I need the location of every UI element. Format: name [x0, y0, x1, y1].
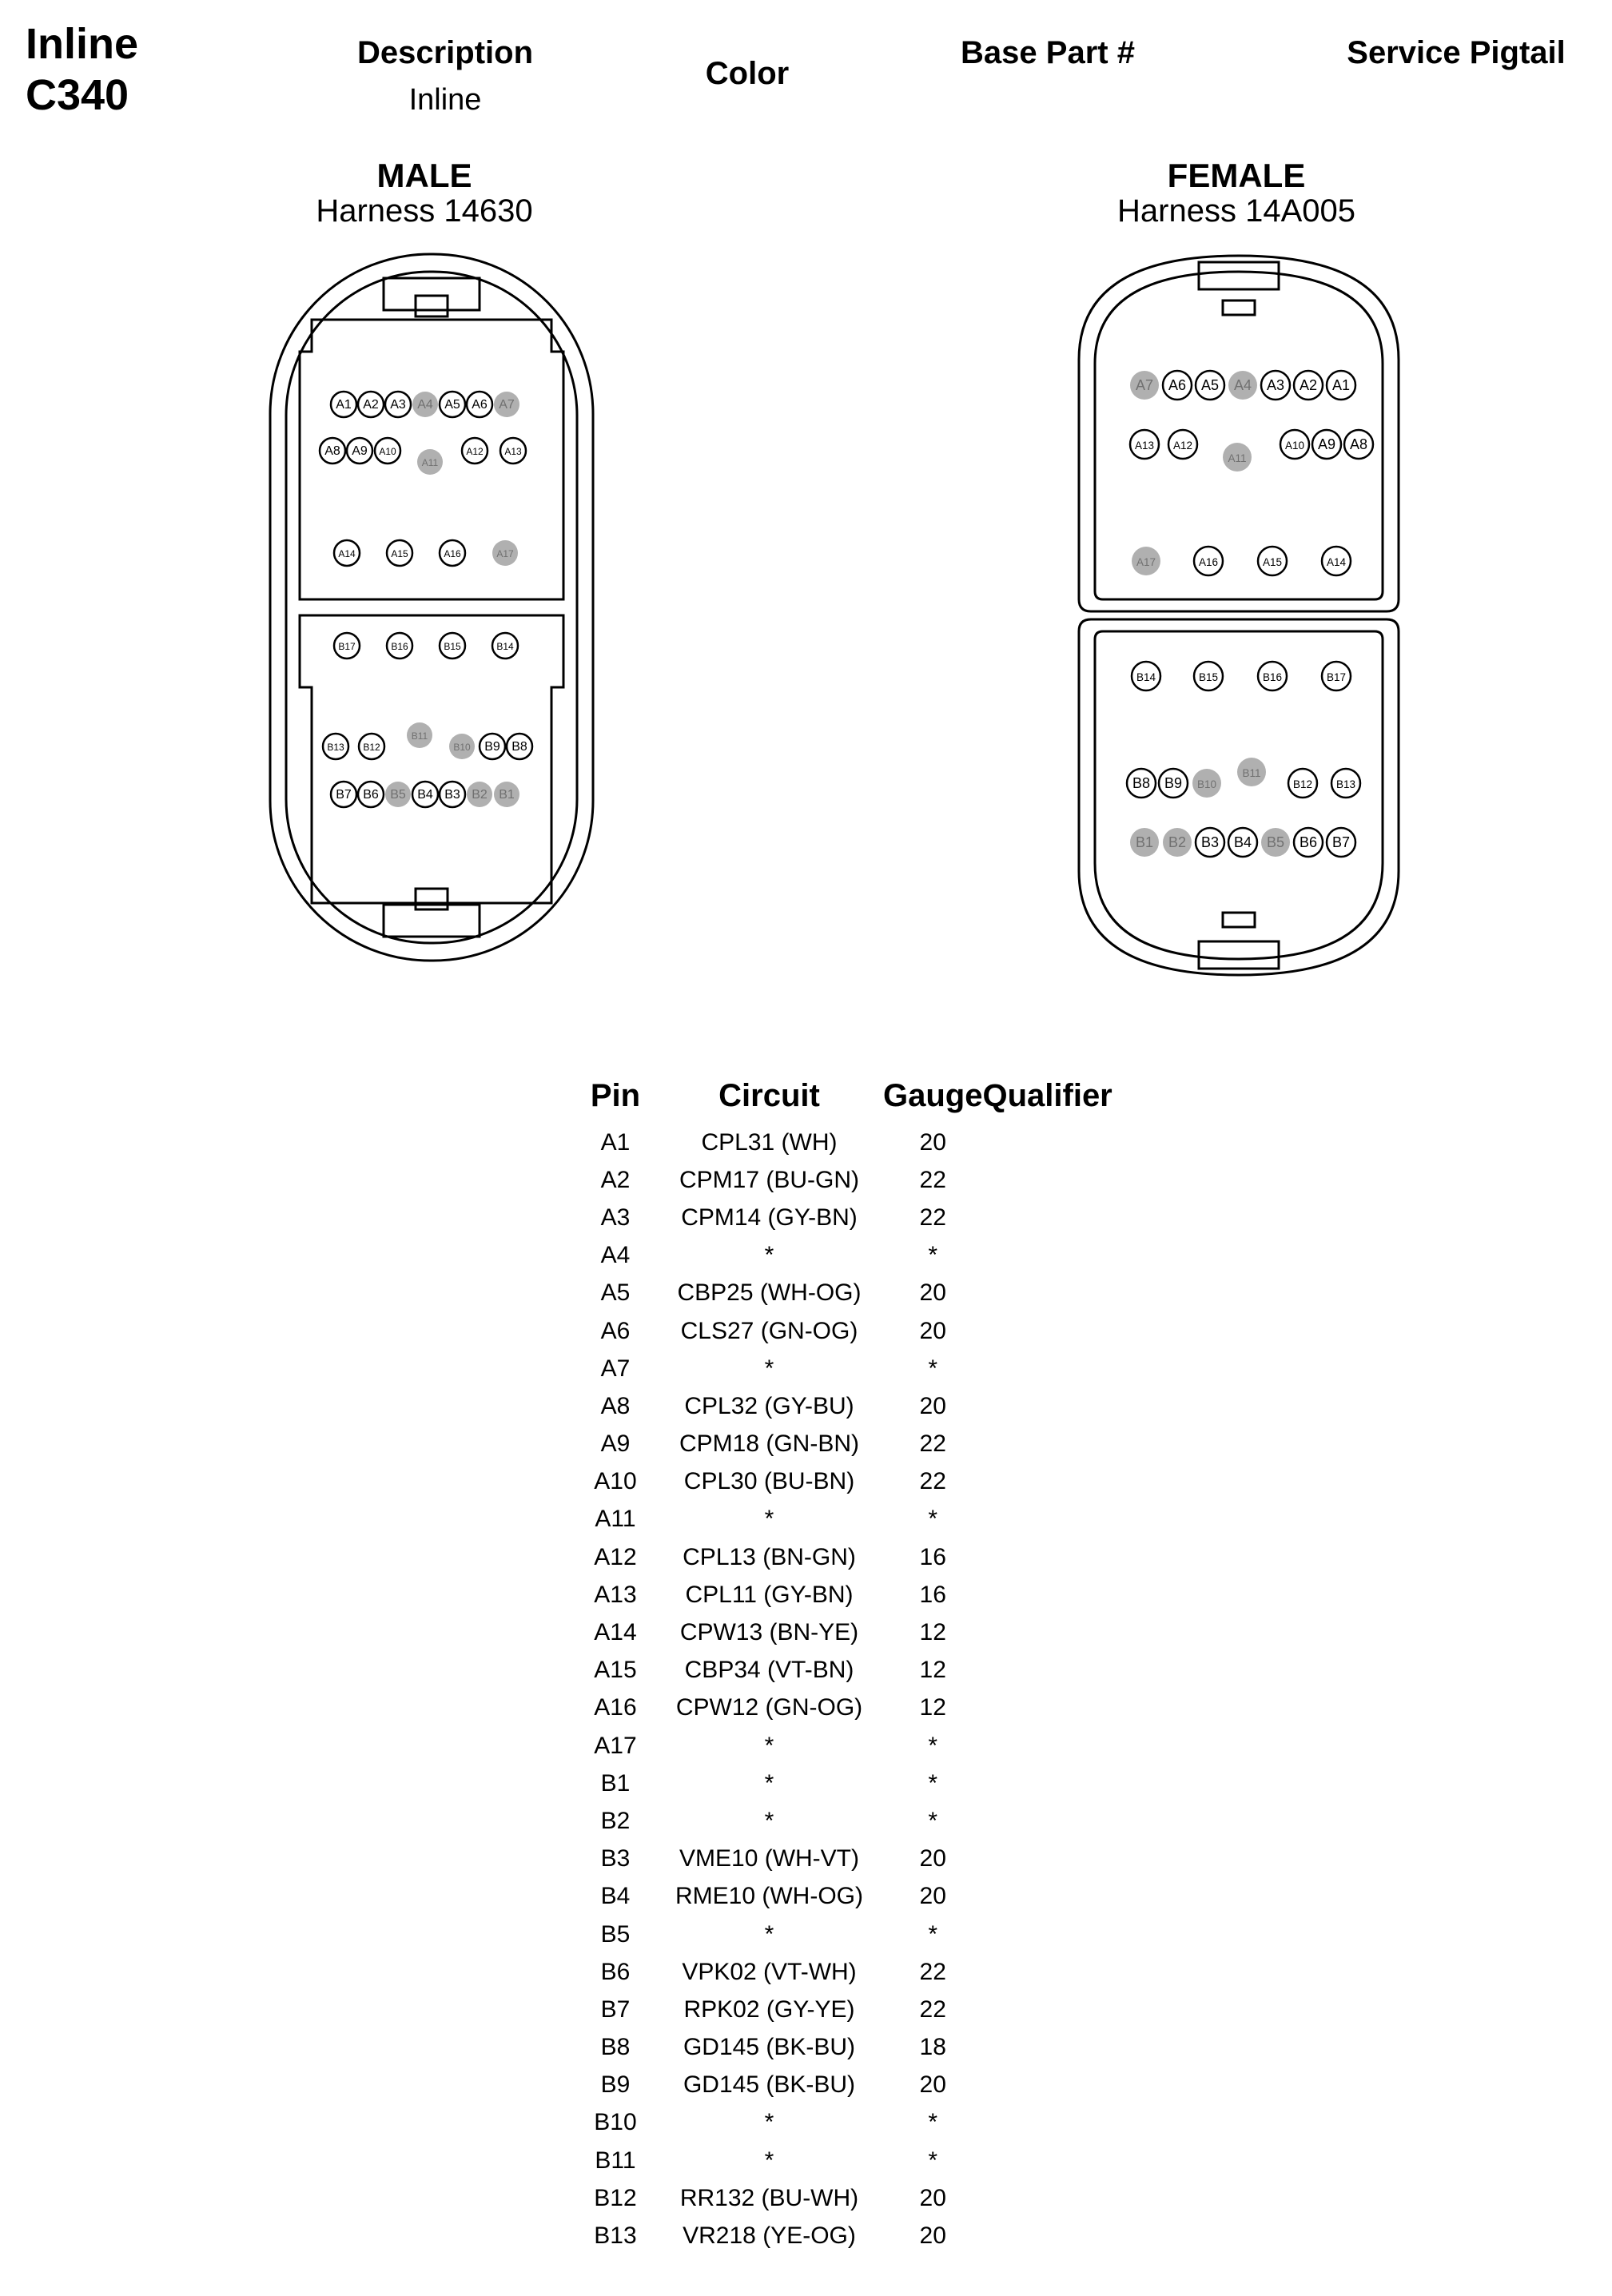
pin-cavity-label: A3 [1266, 376, 1285, 393]
qualifier-cell [982, 1426, 1112, 1463]
table-row [575, 1614, 1112, 1651]
pin-cavity-label: A9 [352, 444, 368, 459]
table-row [575, 1387, 1112, 1425]
pin-cavity-label: A10 [379, 446, 396, 458]
circuit-cell: * [764, 1920, 774, 1948]
gauge-cell: * [928, 1355, 938, 1382]
table-row [575, 1689, 1112, 1727]
pin-cavity-label: B15 [1198, 670, 1219, 683]
circuit-cell: * [764, 1807, 774, 1834]
pin-cavity-label: B16 [1262, 670, 1283, 683]
pin-cavity-label: A14 [338, 548, 356, 560]
table-row [575, 1652, 1112, 1689]
pin-cell: A1 [600, 1128, 631, 1156]
qualifier-cell [982, 1614, 1112, 1651]
circuit-cell: CLS27 (GN-OG) [680, 1317, 858, 1344]
pin-cavity-label: B10 [1196, 778, 1217, 790]
pin-cell: B10 [594, 2109, 637, 2136]
qualifier-cell [982, 2142, 1112, 2179]
pin-cavity-label: B7 [1331, 834, 1351, 850]
pin-cell: A2 [600, 1166, 631, 1193]
pin-cavity-label: B17 [338, 641, 356, 653]
pin-cell: A12 [594, 1543, 637, 1570]
pin-cell: A10 [594, 1468, 637, 1495]
table-row [575, 1991, 1112, 2028]
pin-cavity-label: B11 [1242, 766, 1261, 779]
circuit-cell: VME10 (WH-VT) [679, 1845, 859, 1872]
circuit-cell: * [764, 1355, 774, 1382]
pin-cavity-label: A3 [390, 398, 406, 412]
pin-cell: B6 [600, 1958, 631, 1985]
gauge-cell: 20 [919, 1128, 946, 1156]
table-row [575, 1538, 1112, 1576]
qualifier-cell [982, 1765, 1112, 1802]
table-row [575, 2104, 1112, 2142]
female-latch-tab-bottom [1223, 913, 1255, 927]
qualifier-cell [982, 2029, 1112, 2067]
gauge-cell: 22 [919, 1996, 946, 2023]
circuit-cell: * [764, 1242, 774, 1269]
circuit-cell: CPL13 (BN-GN) [683, 1543, 856, 1570]
qualifier-cell [982, 2067, 1112, 2104]
circuit-cell: CBP25 (WH-OG) [677, 1279, 862, 1307]
pin-cell: A13 [594, 1581, 637, 1608]
table-row [575, 2067, 1112, 2104]
table-row [575, 1878, 1112, 1916]
service-pigtail-label: Service Pigtail [1347, 35, 1566, 70]
pin-cavity-label: A17 [1136, 555, 1156, 568]
circuit-cell: CPL11 (GY-BN) [685, 1581, 854, 1608]
pin-cell: B3 [600, 1845, 631, 1872]
pin-cavity-label: B9 [484, 740, 500, 754]
circuit-cell: CPW12 (GN-OG) [675, 1694, 863, 1721]
circuit-cell: RPK02 (GY-YE) [683, 1996, 855, 2023]
pin-cavity-label: B3 [1200, 834, 1220, 850]
male-connector-diagram [264, 248, 599, 967]
pin-cavity-label: B8 [1132, 774, 1151, 791]
pin-cavity-label: B15 [444, 641, 461, 653]
table-row [575, 2142, 1112, 2179]
pin-cavity-label: A16 [1198, 555, 1219, 568]
pin-cavity-label: B2 [472, 788, 488, 802]
table-row [575, 1840, 1112, 1878]
pin-cavity-label: B14 [496, 641, 514, 653]
circuit-cell: RR132 (BU-WH) [679, 2184, 859, 2211]
table-row [575, 1953, 1112, 1991]
circuit-cell: GD145 (BK-BU) [683, 2034, 856, 2061]
table-row [575, 1916, 1112, 1953]
gauge-cell: 20 [919, 1279, 946, 1307]
gauge-cell: * [928, 2109, 938, 2136]
qualifier-cell [982, 2217, 1112, 2254]
gauge-cell: 22 [919, 1166, 946, 1193]
pin-cell: A17 [594, 1732, 637, 1759]
qualifier-cell [982, 1991, 1112, 2028]
qualifier-cell [982, 1538, 1112, 1576]
description-value: Inline [408, 83, 482, 117]
qualifier-cell [982, 1501, 1112, 1538]
pin-cavity-label: A5 [1200, 376, 1220, 393]
pin-cavity-label: A13 [1134, 439, 1155, 452]
pin-cavity-label: B11 [411, 730, 428, 742]
circuit-cell: GD145 (BK-BU) [683, 2071, 856, 2099]
table-row [575, 1765, 1112, 1802]
pin-table-header [575, 1072, 1112, 1124]
female-latch-top [1199, 262, 1279, 289]
pin-cavity-label: B7 [336, 788, 352, 802]
gauge-cell: 20 [919, 2071, 946, 2099]
pin-cavity-label: A12 [1172, 439, 1193, 452]
pin-cavity-label: A8 [324, 444, 340, 459]
gauge-cell: 22 [919, 1958, 946, 1985]
circuit-cell: * [764, 1732, 774, 1759]
pin-cavity-label: A12 [466, 446, 484, 458]
gauge-cell: * [928, 1732, 938, 1759]
pin-cavity-label: A7 [499, 398, 515, 412]
connector-name: Inline [26, 20, 139, 68]
pin-cavity-label: A2 [363, 398, 379, 412]
qualifier-cell [982, 1802, 1112, 1840]
table-row [575, 2029, 1112, 2067]
gauge-cell: 22 [919, 1468, 946, 1495]
pin-cavity-label: B17 [1326, 670, 1347, 683]
pin-cell: A11 [595, 1506, 636, 1533]
base-part-label: Base Part # [961, 35, 1135, 70]
pin-cavity-label: A15 [391, 548, 408, 560]
pin-cell: A6 [600, 1317, 631, 1344]
qualifier-cell [982, 1161, 1112, 1199]
circuit-cell: CPM14 (GY-BN) [681, 1204, 858, 1231]
qualifier-header: Qualifier [982, 1077, 1112, 1113]
table-row [575, 1124, 1112, 1161]
gauge-cell: 20 [919, 1392, 946, 1419]
qualifier-cell [982, 1840, 1112, 1878]
pin-cavity-label: B16 [391, 641, 408, 653]
qualifier-cell [982, 1878, 1112, 1916]
pin-cavity-label: A10 [1284, 439, 1305, 452]
pin-cavity-label: B6 [1299, 834, 1318, 850]
pin-cavity-label: A15 [1262, 555, 1283, 568]
pin-cell: B4 [600, 1883, 631, 1910]
gauge-cell: 22 [919, 1431, 946, 1458]
pin-cell: B5 [600, 1920, 631, 1948]
qualifier-cell [982, 1916, 1112, 1953]
circuit-cell: CBP34 (VT-BN) [684, 1657, 854, 1684]
pin-cell: A16 [594, 1694, 637, 1721]
circuit-cell: CPL32 (GY-BU) [684, 1392, 854, 1419]
female-latch-tab-top [1223, 300, 1255, 315]
pin-header: Pin [590, 1077, 641, 1113]
qualifier-cell [982, 2179, 1112, 2217]
pin-cell: B1 [600, 1769, 631, 1797]
qualifier-cell [982, 1199, 1112, 1236]
circuit-cell: CPL30 (BU-BN) [683, 1468, 855, 1495]
female-latch-bottom [1199, 941, 1279, 969]
table-row [575, 1199, 1112, 1236]
pin-cell: A8 [600, 1392, 631, 1419]
circuit-cell: CPW13 (BN-YE) [679, 1619, 859, 1646]
qualifier-cell [982, 1387, 1112, 1425]
pin-cavity-label: A6 [472, 398, 488, 412]
pin-cavity-label: B6 [363, 788, 379, 802]
pin-cavity-label: B12 [363, 742, 380, 754]
pin-cavity-label: A8 [1349, 436, 1368, 452]
gauge-cell: * [928, 1920, 938, 1948]
table-row [575, 2217, 1112, 2254]
gauge-cell: * [928, 2147, 938, 2174]
pin-cell: A3 [600, 1204, 631, 1231]
pin-cavity-label: B9 [1164, 774, 1183, 791]
pin-cavity-label: B3 [444, 788, 460, 802]
pin-cavity-label: B13 [327, 742, 344, 754]
pin-cavity-label: A4 [1233, 376, 1252, 393]
pin-cell: A5 [600, 1279, 631, 1307]
gauge-cell: 20 [919, 1883, 946, 1910]
table-row [575, 1501, 1112, 1538]
table-row [575, 1426, 1112, 1463]
female-connector-diagram [1063, 248, 1415, 983]
table-row [575, 1275, 1112, 1312]
pin-cavity-label: A4 [417, 398, 433, 412]
male-housing-outer [270, 254, 593, 961]
pin-cell: A7 [600, 1355, 631, 1382]
pin-cavity-label: A7 [1135, 376, 1154, 393]
pin-cavity-label: B10 [453, 742, 471, 754]
male-latch-tab-top [416, 296, 448, 316]
table-row [575, 1350, 1112, 1387]
table-row [575, 1576, 1112, 1614]
pin-cell: A9 [600, 1431, 631, 1458]
pin-cell: B9 [600, 2071, 631, 2099]
pin-cell: B11 [595, 2147, 636, 2174]
color-label: Color [705, 56, 790, 91]
pin-cavity-label: A13 [504, 446, 522, 458]
pin-cavity-label: A9 [1317, 436, 1336, 452]
male-housing-inner [286, 272, 577, 943]
table-row [575, 2179, 1112, 2217]
gauge-cell: 16 [919, 1543, 946, 1570]
pin-cavity-label: A11 [1228, 452, 1247, 464]
qualifier-cell [982, 2104, 1112, 2142]
circuit-cell: * [764, 1506, 774, 1533]
pin-cavity-label: B5 [1266, 834, 1285, 850]
table-row [575, 1312, 1112, 1350]
pin-cavity-label: B13 [1335, 778, 1356, 790]
qualifier-cell [982, 1576, 1112, 1614]
pin-cavity-label: B4 [417, 788, 433, 802]
gauge-cell: 16 [919, 1581, 946, 1608]
gauge-cell: 20 [919, 1317, 946, 1344]
gauge-cell: * [928, 1807, 938, 1834]
male-latch-top [384, 278, 480, 310]
description-label: Description [356, 35, 534, 70]
qualifier-cell [982, 1652, 1112, 1689]
pin-cavity-label: A16 [444, 548, 461, 560]
circuit-cell: * [764, 2147, 774, 2174]
circuit-cell: VPK02 (VT-WH) [682, 1958, 857, 1985]
pin-cavity-label: B2 [1168, 834, 1187, 850]
qualifier-cell [982, 1463, 1112, 1501]
pin-cavity-label: B8 [511, 740, 527, 754]
qualifier-cell [982, 1237, 1112, 1275]
table-row [575, 1802, 1112, 1840]
pin-cavity-label: B1 [499, 788, 515, 802]
gauge-cell: 18 [919, 2034, 946, 2061]
circuit-cell: * [764, 1769, 774, 1797]
male-harness: Harness 14630 [316, 193, 533, 229]
pin-cavity-label: B1 [1135, 834, 1154, 850]
pin-cell: B12 [594, 2184, 637, 2211]
qualifier-cell [982, 1350, 1112, 1387]
connector-id: C340 [26, 71, 129, 119]
gauge-cell: 20 [919, 2184, 946, 2211]
qualifier-cell [982, 1312, 1112, 1350]
pin-cell: B2 [600, 1807, 631, 1834]
gauge-cell: 12 [919, 1619, 946, 1646]
pin-cavity-label: B4 [1233, 834, 1252, 850]
circuit-cell: CPM18 (GN-BN) [679, 1431, 859, 1458]
qualifier-cell [982, 1689, 1112, 1727]
table-row [575, 1161, 1112, 1199]
gauge-cell: 20 [919, 2222, 946, 2250]
qualifier-cell [982, 1727, 1112, 1765]
pin-cell: A15 [594, 1657, 637, 1684]
gauge-cell: 12 [919, 1694, 946, 1721]
pin-cavity-label: B12 [1292, 778, 1313, 790]
circuit-header: Circuit [718, 1077, 820, 1113]
table-row [575, 1237, 1112, 1275]
pin-cavity-label: A17 [496, 548, 514, 560]
qualifier-cell [982, 1124, 1112, 1161]
circuit-cell: CPL31 (WH) [701, 1128, 838, 1156]
gauge-cell: 20 [919, 1845, 946, 1872]
circuit-cell: CPM17 (BU-GN) [679, 1166, 859, 1193]
pin-cavity-label: A14 [1326, 555, 1347, 568]
table-row [575, 1727, 1112, 1765]
table-row [575, 1463, 1112, 1501]
pin-cavity-label: A1 [1331, 376, 1351, 393]
female-title: FEMALE [1167, 157, 1306, 194]
pin-cell: B8 [600, 2034, 631, 2061]
pin-cavity-label: B14 [1136, 670, 1156, 683]
pin-table [575, 1072, 1112, 2255]
gauge-cell: * [928, 1242, 938, 1269]
pin-cavity-label: A5 [444, 398, 460, 412]
pin-cavity-label: A2 [1299, 376, 1318, 393]
pin-cell: A4 [600, 1242, 631, 1269]
gauge-cell: 22 [919, 1204, 946, 1231]
qualifier-cell [982, 1953, 1112, 1991]
pin-cell: A14 [594, 1619, 637, 1646]
pin-cavity-label: B5 [390, 788, 406, 802]
female-harness: Harness 14A005 [1117, 193, 1355, 229]
qualifier-cell [982, 1275, 1112, 1312]
gauge-cell: * [928, 1769, 938, 1797]
gauge-cell: 12 [919, 1657, 946, 1684]
pin-cell: B13 [594, 2222, 637, 2250]
pin-cavity-label: A11 [421, 457, 439, 469]
circuit-cell: VR218 (YE-OG) [683, 2222, 856, 2250]
gauge-header: Gauge [883, 1077, 983, 1113]
pin-cavity-label: A6 [1168, 376, 1187, 393]
male-latch-tab-bottom [416, 889, 448, 909]
pin-cell: B7 [600, 1996, 631, 2023]
circuit-cell: * [764, 2109, 774, 2136]
gauge-cell: * [928, 1506, 938, 1533]
male-title: MALE [376, 157, 472, 194]
pin-cavity-label: A1 [336, 398, 352, 412]
circuit-cell: RME10 (WH-OG) [675, 1883, 863, 1910]
